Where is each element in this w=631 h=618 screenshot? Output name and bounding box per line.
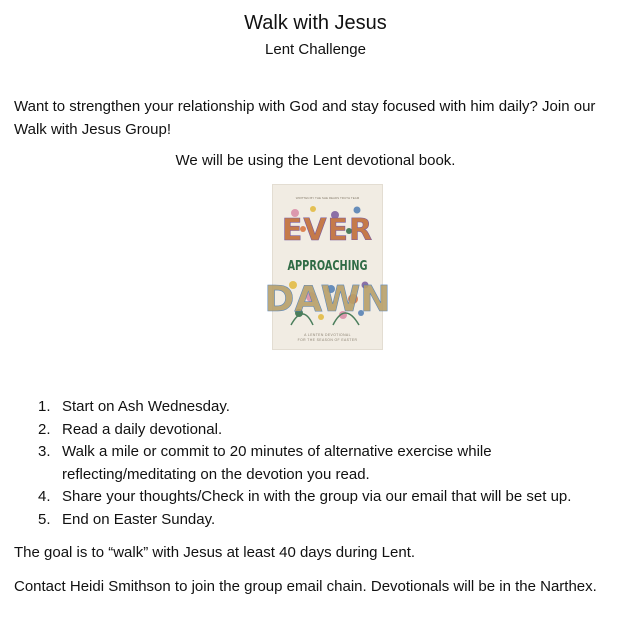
list-item-text: Share your thoughts/Check in with the group via our email that will be set up.	[62, 488, 572, 505]
list-item	[14, 486, 624, 509]
cover-top-line: WRITTEN BY THE SHE READS TRUTH TEAM	[295, 196, 360, 200]
list-item	[14, 396, 624, 419]
list-item-number: 4.	[38, 488, 51, 505]
list-item	[14, 419, 624, 442]
cover-subtitle-2: FOR THE SEASON OF EASTER	[297, 338, 358, 342]
document-subtitle: Lent Challenge	[265, 41, 366, 58]
contact-paragraph: Contact Heidi Smithson to join the group email chain. Devotionals will be in the Narthex.	[14, 578, 597, 595]
list-item	[14, 441, 624, 486]
list-item-text: Start on Ash Wednesday.	[62, 398, 230, 415]
steps-list	[14, 396, 624, 531]
list-item-text: Walk a mile or commit to 20 minutes of alternative exercise while reflecting/meditating on the devotion you read.	[62, 443, 492, 483]
list-item-number: 2.	[38, 420, 51, 438]
list-item-text: Read a daily devotional.	[62, 420, 223, 438]
intro-paragraph: Want to strengthen your relationship with God and stay focused with him daily? Join our Walk with Jesus Group!	[14, 98, 596, 138]
list-item-text: End on Easter Sunday.	[62, 510, 216, 528]
list-item-number: 5.	[38, 510, 51, 528]
cover-word-approaching: APPROACHING	[287, 259, 368, 274]
cover-subtitle-1: A LENTEN DEVOTIONAL	[304, 333, 351, 337]
book-cover-image	[264, 185, 391, 349]
document-title: Walk with Jesus	[244, 12, 387, 34]
book-line: We will be using the Lent devotional book.	[175, 152, 456, 169]
goal-paragraph: The goal is to “walk” with Jesus at least 40 days during Lent.	[14, 544, 416, 561]
cover-word-dawn: DAWN	[264, 279, 391, 320]
list-item-number: 3.	[38, 443, 51, 460]
list-item-number: 1.	[38, 398, 51, 415]
list-item	[14, 509, 624, 532]
cover-word-ever: EVER	[281, 213, 374, 248]
